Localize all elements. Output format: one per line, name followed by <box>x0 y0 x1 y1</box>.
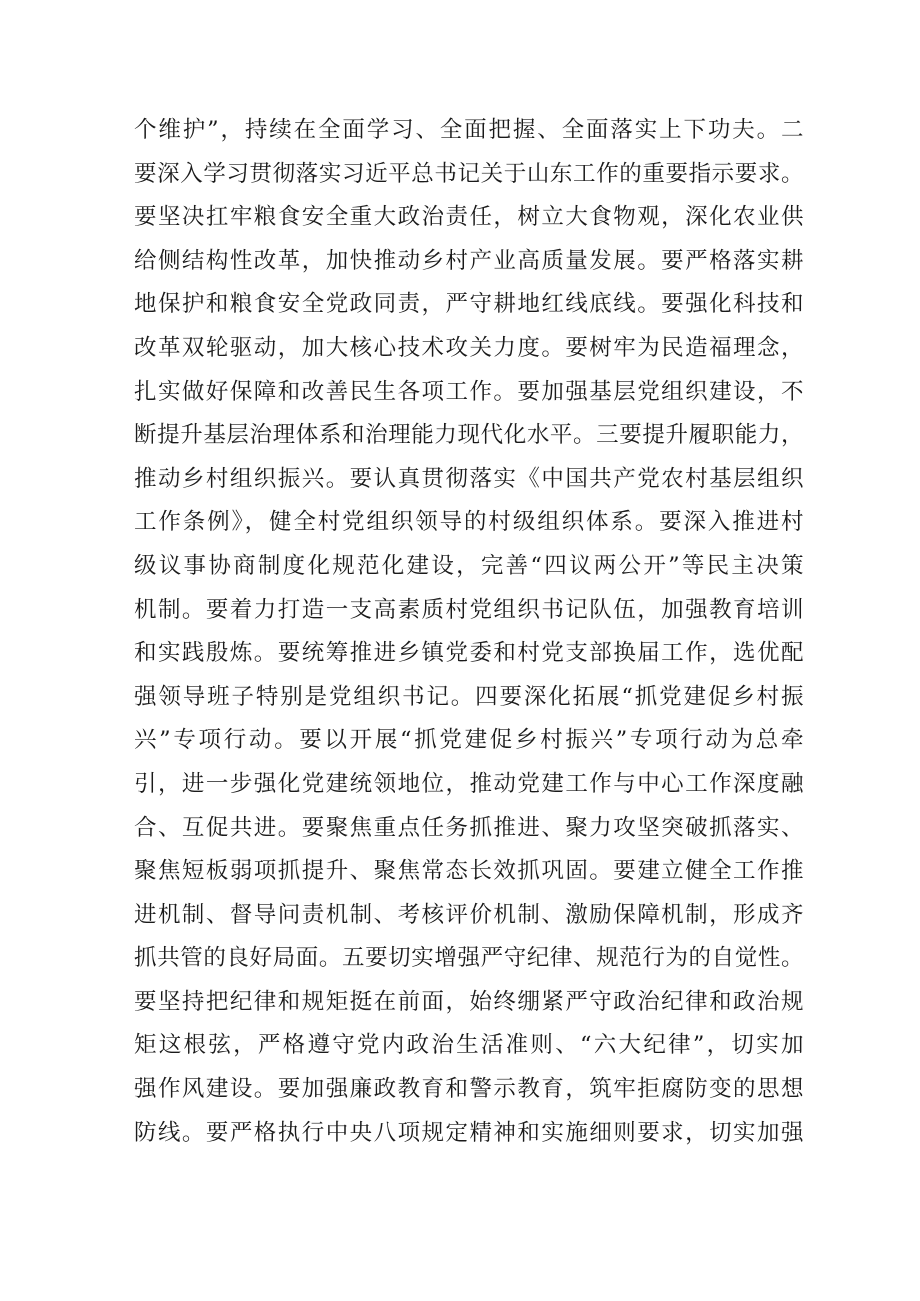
text-line: 引，进一步强化党建统领地位，推动党建工作与中心工作深度融 <box>134 770 804 797</box>
text-line: 机制。要着力打造一支高素质村党组织书记队伍，加强教育培训 <box>134 596 804 623</box>
body-paragraph <box>134 109 804 1155</box>
text-line: 工作条例》，健全村党组织领导的村级组织体系。要深入推进村 <box>134 509 804 536</box>
text-line: 地保护和粮食安全党政同责，严守耕地红线底线。要强化科技和 <box>134 291 804 318</box>
text-line: 强领导班子特别是党组织书记。四要深化拓展“抓党建促乡村振 <box>134 683 804 710</box>
text-line: 抓共管的良好局面。五要切实增强严守纪律、规范行为的自觉性。 <box>134 945 804 972</box>
text-line: 合、互促共进。要聚焦重点任务抓推进、聚力攻坚突破抓落实、 <box>134 814 804 841</box>
text-line: 断提升基层治理体系和治理能力现代化水平。三要提升履职能力， <box>134 422 804 449</box>
text-line: 改革双轮驱动，加大核心技术攻关力度。要树牢为民造福理念， <box>134 334 804 361</box>
text-line: 给侧结构性改革，加快推动乡村产业高质量发展。要严格落实耕 <box>134 247 804 274</box>
text-line: 要坚持把纪律和规矩挺在前面，始终绷紧严守政治纪律和政治规 <box>134 988 804 1015</box>
text-line: 推动乡村组织振兴。要认真贯彻落实《中国共产党农村基层组织 <box>134 465 804 492</box>
text-line: 防线。要严格执行中央八项规定精神和实施细则要求，切实加强 <box>134 1119 804 1146</box>
text-line: 要坚决扛牢粮食安全重大政治责任，树立大食物观，深化农业供 <box>134 204 804 231</box>
text-line: 矩这根弦，严格遵守党内政治生活准则、“六大纪律”，切实加 <box>134 1032 804 1059</box>
text-line: 兴”专项行动。要以开展“抓党建促乡村振兴”专项行动为总牵 <box>134 727 804 754</box>
text-line: 强作风建设。要加强廉政教育和警示教育，筑牢拒腐防变的思想 <box>134 1076 804 1103</box>
text-line: 聚焦短板弱项抓提升、聚焦常态长效抓巩固。要建立健全工作推 <box>134 858 804 885</box>
text-line: 和实践殷炼。要统筹推进乡镇党委和村党支部换届工作，选优配 <box>134 640 804 667</box>
text-line: 要深入学习贯彻落实习近平总书记关于山东工作的重要指示要求。 <box>134 160 804 187</box>
text-line: 进机制、督导问责机制、考核评价机制、激励保障机制，形成齐 <box>134 901 804 928</box>
text-line: 扎实做好保障和改善民生各项工作。要加强基层党组织建设，不 <box>134 378 804 405</box>
text-line: 个维护”，持续在全面学习、全面把握、全面落实上下功夫。二 <box>134 117 804 143</box>
text-line: 级议事协商制度化规范化建设，完善“四议两公开”等民主决策 <box>134 552 804 579</box>
